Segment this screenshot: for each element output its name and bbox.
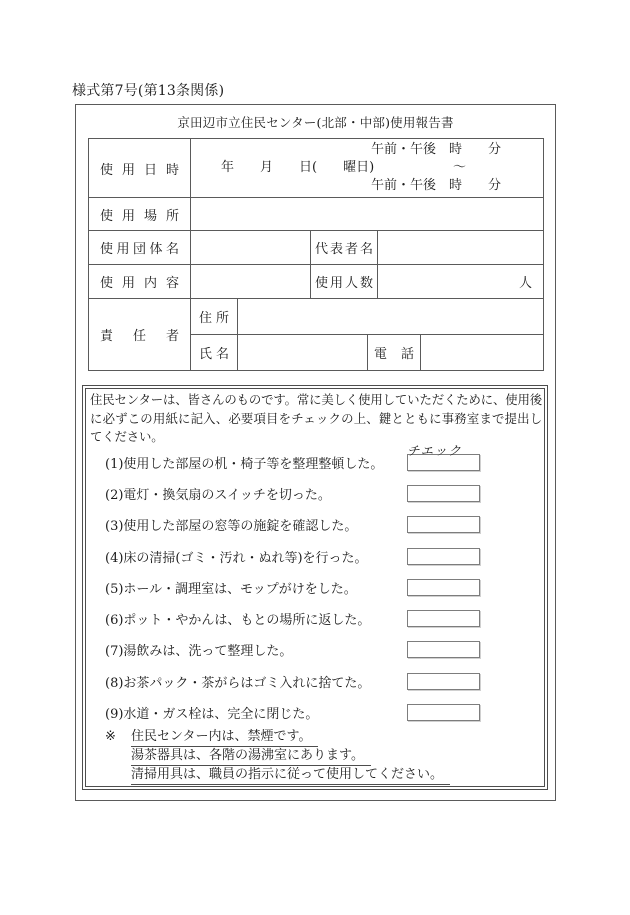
checklist-item: [90, 478, 542, 509]
checklist-item: [90, 603, 542, 634]
checklist-item-text: (5)ホール・調理室は、モップがけをした。: [105, 581, 357, 597]
people-count-label: 使用人数: [311, 265, 378, 299]
name-field[interactable]: [238, 335, 368, 371]
usage-report-table: [88, 138, 544, 371]
usage-datetime-field[interactable]: [191, 139, 544, 198]
usage-content-field[interactable]: [191, 265, 311, 299]
check-box-7[interactable]: [407, 641, 480, 658]
checklist-item: [90, 540, 542, 571]
phone-label: 電話: [368, 335, 421, 371]
checklist-items: [90, 447, 542, 729]
check-box-9[interactable]: [407, 704, 480, 721]
note-text: 清掃用具は、職員の指示に従って使用してください。: [131, 766, 450, 785]
checklist-item: [90, 447, 542, 478]
checklist-item: [90, 666, 542, 697]
check-box-2[interactable]: [407, 485, 480, 502]
check-box-8[interactable]: [407, 673, 480, 690]
name-label: 氏名: [191, 335, 238, 371]
check-box-6[interactable]: [407, 610, 480, 627]
time-start-text: 午前・午後 時 分: [371, 142, 502, 157]
representative-label: 代表者名: [311, 231, 378, 265]
checklist-item-text: (7)湯飲みは、洗って整理した。: [105, 644, 293, 660]
check-box-3[interactable]: [407, 516, 480, 533]
checklist-item-text: (1)使用した部屋の机・椅子等を整理整頓した。: [105, 456, 384, 472]
phone-field[interactable]: [421, 335, 544, 371]
form-number-label: 様式第7号(第13条関係): [72, 83, 225, 99]
note-marker-spacer: [105, 766, 131, 785]
note-line: [105, 766, 542, 785]
usage-place-label: 使用場所: [89, 198, 191, 231]
checklist-item-text: (6)ポット・やかんは、もとの場所に返した。: [105, 613, 371, 629]
checklist-item-text: (9)水道・ガス栓は、完全に閉じた。: [105, 707, 319, 723]
responsible-person-label: 責任者: [89, 299, 191, 371]
address-field[interactable]: [238, 299, 544, 335]
note-marker: ※: [105, 729, 116, 745]
note-text: 湯茶器具は、各階の湯沸室にあります。: [131, 747, 371, 766]
checklist-item-text: (3)使用した部屋の窓等の施錠を確認した。: [105, 519, 358, 535]
page-title: 京田辺市立住民センター(北部・中部)使用報告書: [177, 115, 454, 130]
date-text: 年 月 日( 曜日): [221, 160, 375, 175]
checklist-item-text: (8)お茶パック・茶がらはゴミ入れに捨てた。: [105, 675, 371, 691]
usage-place-field[interactable]: [191, 198, 544, 231]
checklist-item-text: (4)床の清掃(ゴミ・汚れ・ぬれ等)を行った。: [105, 550, 368, 566]
note-line: [105, 728, 542, 747]
checklist-item-text: (2)電灯・換気扇のスイッチを切った。: [105, 487, 331, 503]
checklist-notes: [90, 728, 542, 785]
note-line: [105, 747, 542, 766]
check-column-label: チエック: [407, 443, 463, 458]
note-marker-spacer: [105, 747, 131, 766]
representative-field[interactable]: [378, 231, 544, 265]
time-end-text: 午前・午後 時 分: [371, 178, 502, 193]
organization-label: 使用団体名: [89, 231, 191, 265]
organization-field[interactable]: [191, 231, 311, 265]
checklist-item: [90, 572, 542, 603]
checklist-item: [90, 509, 542, 540]
people-count-field[interactable]: [378, 265, 544, 299]
people-unit: 人: [519, 276, 533, 291]
checklist-box: [82, 385, 548, 790]
checklist-intro: 住民センターは、皆さんのものです。常に美しく使用していただくために、使用後に必ずこの用紙に記入、必要項目をチェックの上、鍵とともに事務室まで提出してください。: [90, 392, 542, 444]
note-text: 住民センター内は、禁煙です。: [131, 728, 318, 747]
check-box-4[interactable]: [407, 548, 480, 565]
usage-datetime-label: 使用日時: [89, 139, 191, 198]
tilde-mark: 〜: [453, 160, 467, 175]
usage-content-label: 使用内容: [89, 265, 191, 299]
checklist-item: [90, 697, 542, 728]
checklist-item: [90, 634, 542, 665]
address-label: 住所: [191, 299, 238, 335]
check-box-5[interactable]: [407, 579, 480, 596]
